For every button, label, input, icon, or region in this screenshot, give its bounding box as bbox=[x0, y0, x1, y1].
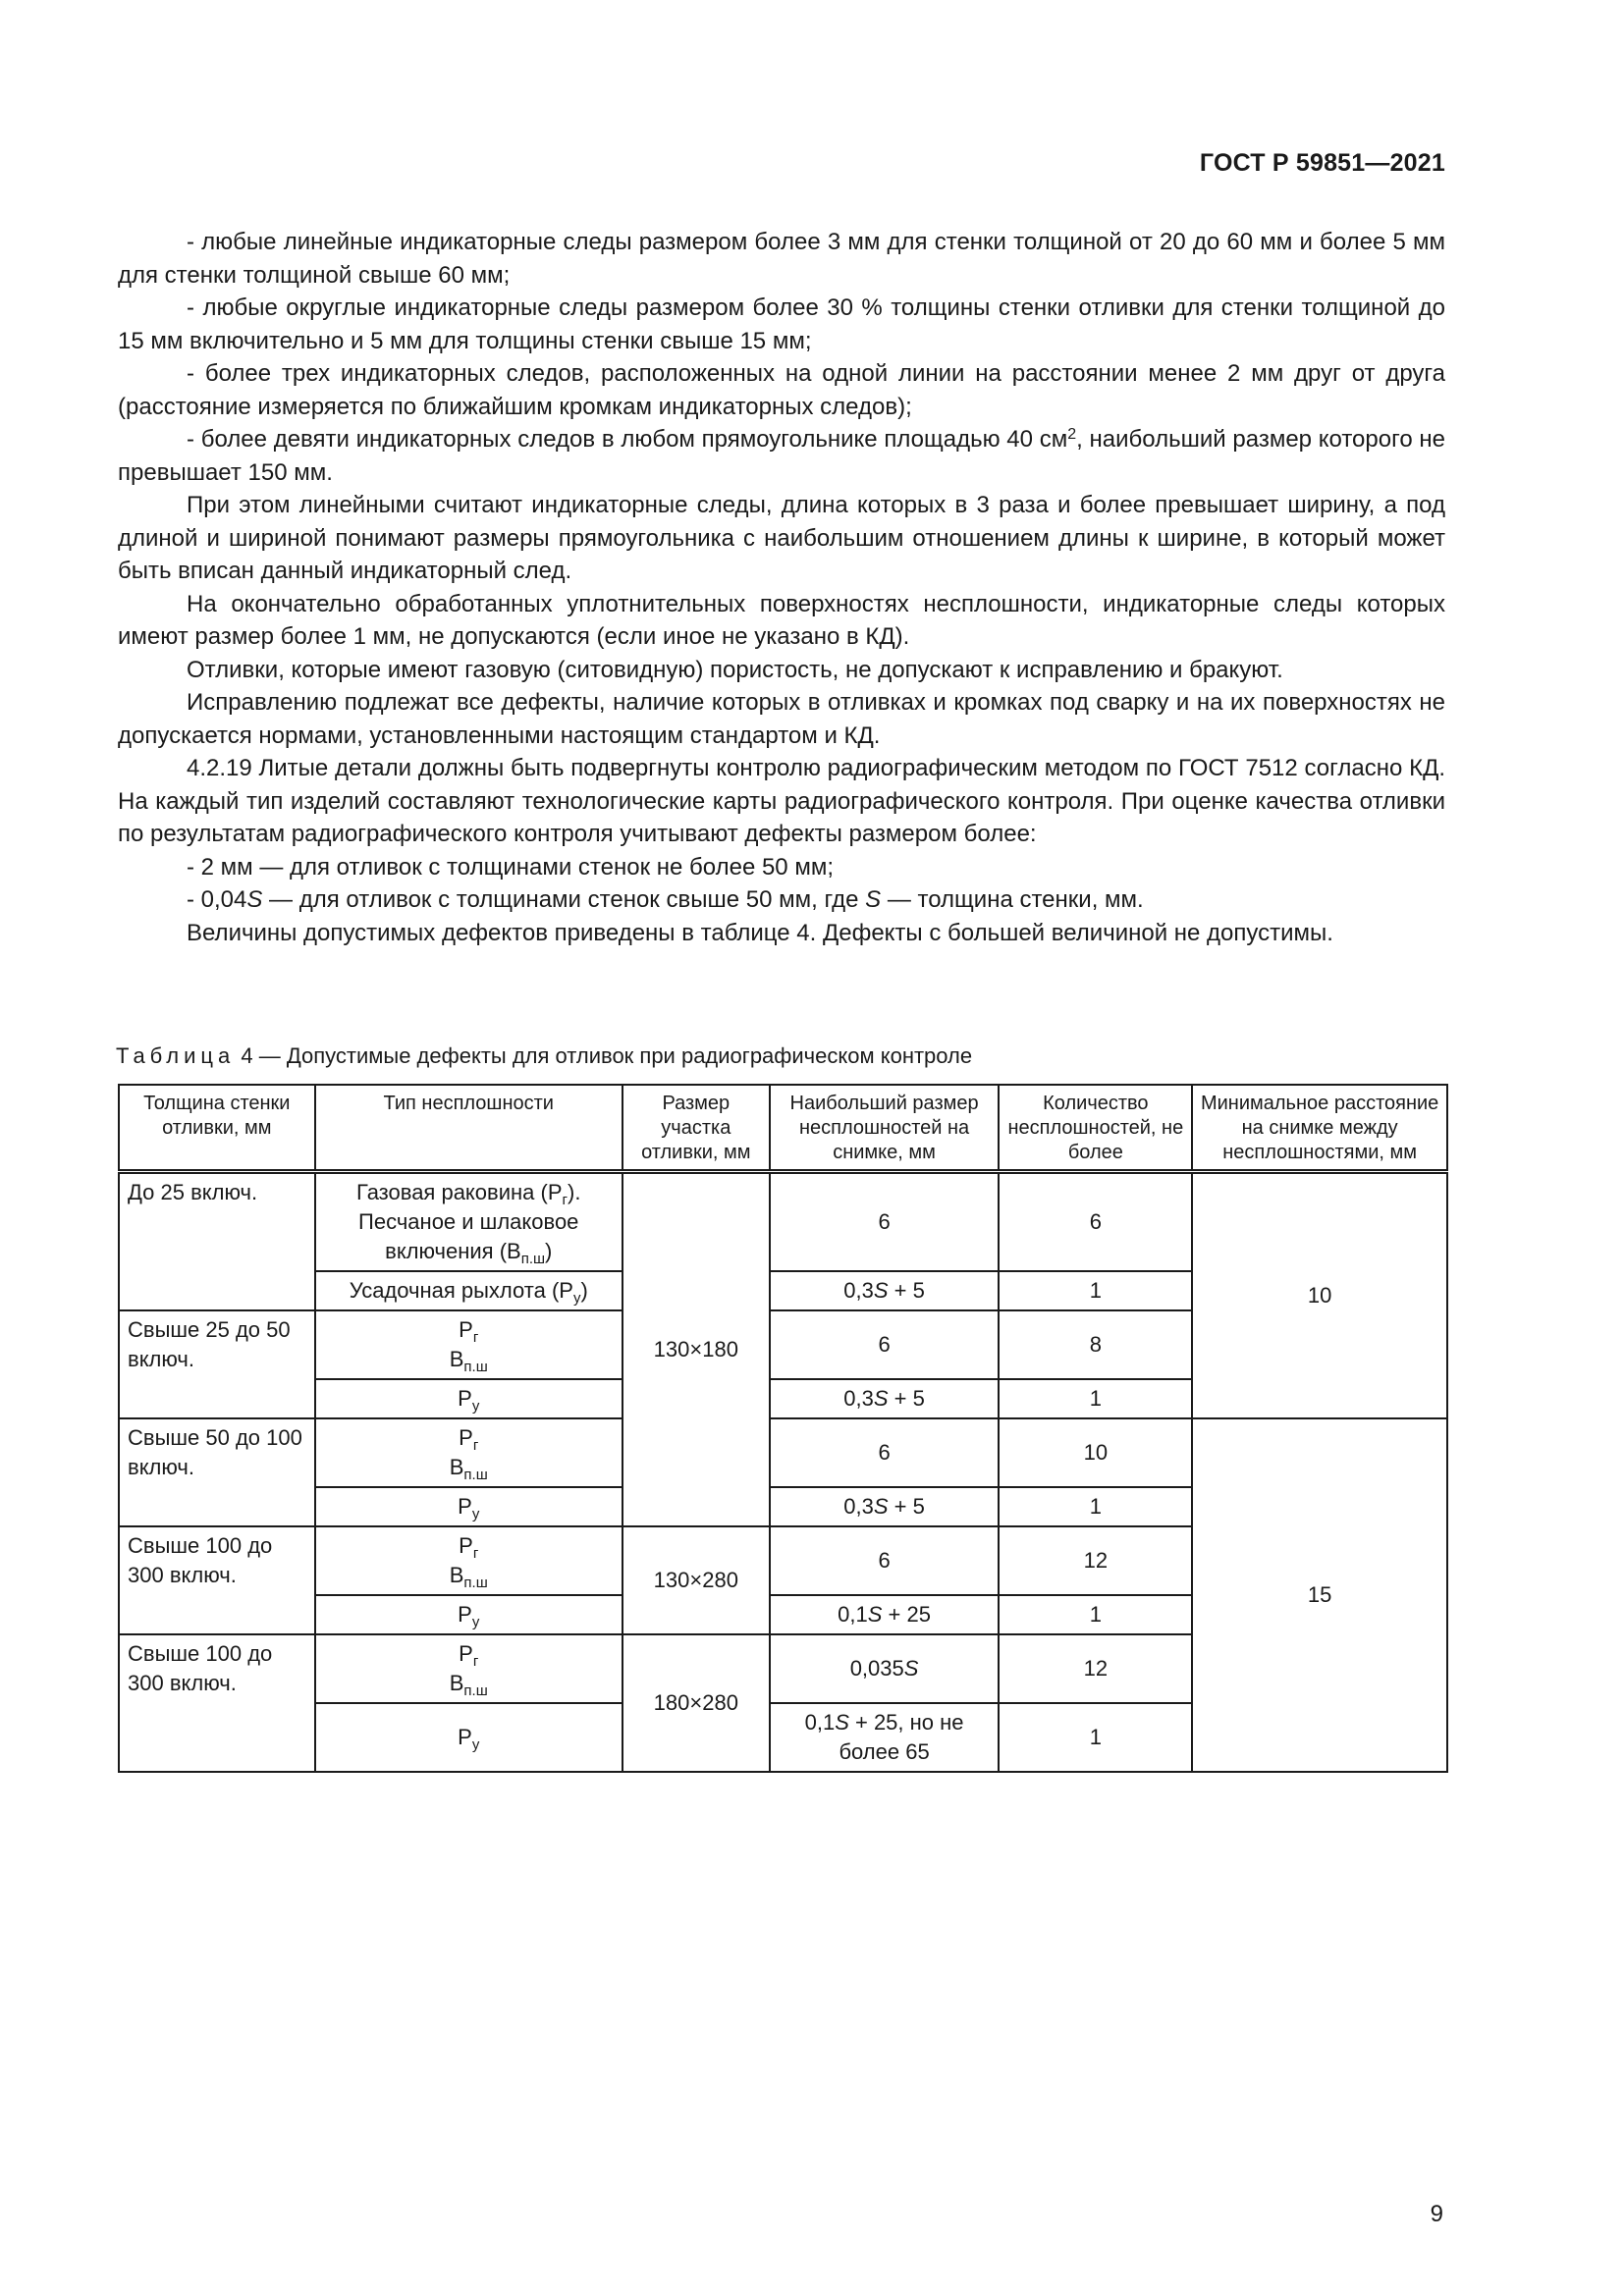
count-cell: 1 bbox=[999, 1487, 1192, 1526]
max-size-cell: 6 bbox=[770, 1526, 1000, 1595]
defect-type-cell: $Р_г$ $В_{п.ш}$ bbox=[315, 1526, 623, 1595]
table-caption bbox=[116, 1043, 972, 1069]
defect-type-cell: $Р_г$ $В_{п.ш}$ bbox=[315, 1634, 623, 1703]
count-cell: 12 bbox=[999, 1634, 1192, 1703]
min-distance-cell: 10 bbox=[1192, 1172, 1447, 1419]
paragraph: Отливки, которые имеют газовую (ситовидную) пористость, не допускают к исправлению и бракуют. bbox=[187, 656, 1283, 683]
defect-type-cell: Газовая раковина $(Р_г)$. Песчаное и шлаковое включения $(В_{п.ш})$ bbox=[315, 1172, 623, 1272]
count-cell: 6 bbox=[999, 1172, 1192, 1272]
max-size-cell: 0,1S + 25 bbox=[770, 1595, 1000, 1634]
max-size-cell: 0,3S + 5 bbox=[770, 1379, 1000, 1418]
area-cell: 180×280 bbox=[623, 1634, 770, 1772]
max-size-cell: 0,1S + 25, но не более 65 bbox=[770, 1703, 1000, 1772]
thickness-cell: Свыше 50 до 100 включ. bbox=[119, 1418, 315, 1526]
page-number: 9 bbox=[1430, 2201, 1443, 2227]
max-size-cell: 0,035S bbox=[770, 1634, 1000, 1703]
defect-type-cell: $Р_у$ bbox=[315, 1379, 623, 1418]
count-cell: 1 bbox=[999, 1703, 1192, 1772]
paragraph: - 0,04S — для отливок с толщинами стенок свыше 50 мм, где S — толщина стенки, мм. bbox=[187, 886, 1144, 913]
count-cell: 1 bbox=[999, 1271, 1192, 1310]
document-header: ГОСТ Р 59851—2021 bbox=[1199, 149, 1445, 177]
defects-table bbox=[118, 1084, 1448, 1773]
body-text bbox=[118, 226, 1445, 949]
paragraph: При этом линейными считают индикаторные следы, длина которых в 3 раза и более превышает ширину, а под длиной и шириной понимают размеры прямоугольника с наибольшим отношением длины к ширине, в который может быть вписан данный индикаторный след. bbox=[118, 492, 1445, 584]
table-row bbox=[119, 1418, 1447, 1487]
paragraph: 4.2.19 Литые детали должны быть подвергнуты контролю радиографическим методом по ГОСТ 7512 согласно КД. На каждый тип изделий составляют технологические карты радиографического контроля. При оценке качества отливки по результатам радиографического контроля учитывают дефекты размером более: bbox=[118, 755, 1445, 847]
count-cell: 1 bbox=[999, 1379, 1192, 1418]
header-cell: Минимальное расстояние на снимке между несплошностями, мм bbox=[1192, 1085, 1447, 1172]
max-size-cell: 6 bbox=[770, 1418, 1000, 1487]
count-cell: 10 bbox=[999, 1418, 1192, 1487]
table-row bbox=[119, 1172, 1447, 1272]
area-cell: 130×280 bbox=[623, 1526, 770, 1634]
thickness-cell: Свыше 100 до 300 включ. bbox=[119, 1634, 315, 1772]
paragraph: - любые округлые индикаторные следы размером более 30 % толщины стенки отливки для стенки толщиной до 15 мм включительно и 5 мм для толщины стенки свыше 15 мм; bbox=[118, 294, 1445, 354]
thickness-cell: Свыше 25 до 50 включ. bbox=[119, 1310, 315, 1418]
paragraph: Величины допустимых дефектов приведены в таблице 4. Дефекты с большей величиной не допустимы. bbox=[187, 919, 1333, 946]
paragraph: На окончательно обработанных уплотнительных поверхностях несплошности, индикаторные следы которых имеют размер более 1 мм, не допускаются (если иное не указано в КД). bbox=[118, 590, 1445, 650]
header-cell: Толщина стенки отливки, мм bbox=[119, 1085, 315, 1172]
defect-type-cell: $Р_у$ bbox=[315, 1703, 623, 1772]
table-caption-label: Таблица bbox=[116, 1043, 236, 1068]
header-cell: Тип несплошности bbox=[315, 1085, 623, 1172]
min-distance-cell: 15 bbox=[1192, 1418, 1447, 1772]
count-cell: 8 bbox=[999, 1310, 1192, 1379]
count-cell: 12 bbox=[999, 1526, 1192, 1595]
defect-type-cell: Усадочная рыхлота $(Р_у)$ bbox=[315, 1271, 623, 1310]
count-cell: 1 bbox=[999, 1595, 1192, 1634]
paragraph: - более девяти индикаторных следов в любом прямоугольнике площадью 40 $см^2$, наибольший размер которого не превышает 150 мм. bbox=[118, 426, 1445, 486]
paragraph: - 2 мм — для отливок с толщинами стенок не более 50 мм; bbox=[187, 853, 834, 881]
max-size-cell: 6 bbox=[770, 1310, 1000, 1379]
max-size-cell: 6 bbox=[770, 1172, 1000, 1272]
header-cell: Размер участка отливки, мм bbox=[623, 1085, 770, 1172]
paragraph: Исправлению подлежат все дефекты, наличие которых в отливках и кромках под сварку и на их поверхностях не допускается нормами, установленными настоящим стандартом и КД. bbox=[118, 689, 1445, 749]
paragraph: - более трех индикаторных следов, расположенных на одной линии на расстоянии менее 2 мм друг от друга (расстояние измеряется по ближайшим кромкам индикаторных следов); bbox=[118, 360, 1445, 420]
defect-type-cell: $Р_г$ $В_{п.ш}$ bbox=[315, 1418, 623, 1487]
paragraph: - любые линейные индикаторные следы размером более 3 мм для стенки толщиной от 20 до 60 мм и более 5 мм для стенки толщиной свыше 60 мм; bbox=[118, 229, 1445, 289]
defect-type-cell: $Р_у$ bbox=[315, 1595, 623, 1634]
thickness-cell: Свыше 100 до 300 включ. bbox=[119, 1526, 315, 1634]
defect-type-cell: $Р_у$ bbox=[315, 1487, 623, 1526]
area-cell: 130×180 bbox=[623, 1172, 770, 1527]
max-size-cell: 0,3S + 5 bbox=[770, 1271, 1000, 1310]
header-cell: Количество несплошностей, не более bbox=[999, 1085, 1192, 1172]
thickness-cell: До 25 включ. bbox=[119, 1172, 315, 1311]
header-cell: Наибольший размер несплошностей на снимке, мм bbox=[770, 1085, 1000, 1172]
table-caption-text: 4 — Допустимые дефекты для отливок при радиографическом контроле bbox=[241, 1043, 973, 1068]
table-header-row bbox=[119, 1085, 1447, 1172]
max-size-cell: 0,3S + 5 bbox=[770, 1487, 1000, 1526]
defect-type-cell: $Р_г$ $В_{п.ш}$ bbox=[315, 1310, 623, 1379]
